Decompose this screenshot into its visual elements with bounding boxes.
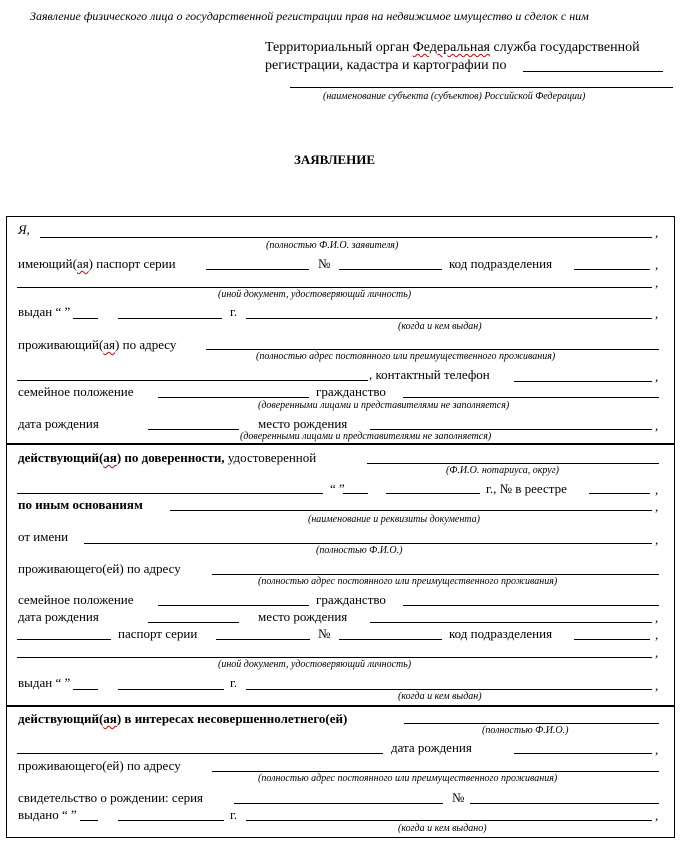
comma: , xyxy=(655,532,659,547)
passport-label xyxy=(18,256,176,271)
addressee-line-1 xyxy=(265,40,640,55)
issued-label: выдан “ ” xyxy=(18,675,71,690)
comma: , xyxy=(655,369,659,384)
principal-address-field[interactable] xyxy=(212,574,659,575)
not-fill-caption: (доверенными лицами и представителями не заполняется) xyxy=(258,400,510,411)
comma: , xyxy=(655,418,659,433)
marital-status-field[interactable] xyxy=(158,397,309,398)
other-grounds-field[interactable] xyxy=(170,510,652,511)
issued-label: выдано “ ” xyxy=(18,807,77,822)
label-text: действующий( xyxy=(18,450,104,465)
comma: , xyxy=(655,627,659,642)
year-label: г. xyxy=(230,675,238,690)
registry-label: г., № в реестре xyxy=(486,481,567,496)
other-document-caption: (иной документ, удостоверяющий личность) xyxy=(218,659,412,670)
issued-label: выдан “ ” xyxy=(18,304,71,319)
comma: , xyxy=(655,808,659,823)
label-text: проживающий( xyxy=(18,337,104,352)
address-caption: (полностью адрес постоянного или преимущественного проживания) xyxy=(256,351,556,362)
address-caption: (полностью адрес постоянного или преимущественного проживания) xyxy=(258,773,558,784)
comma: , xyxy=(655,306,659,321)
on-behalf-label: от имени xyxy=(18,529,69,544)
proxy-day-field[interactable] xyxy=(343,493,368,494)
principal-issued-month-field[interactable] xyxy=(118,689,224,690)
addressee-text: Территориальный орган xyxy=(265,40,413,55)
number-label: № xyxy=(318,256,331,271)
principal-fio-field[interactable] xyxy=(84,543,652,544)
principal-birth-date-field[interactable] xyxy=(148,622,239,623)
comma: , xyxy=(655,610,659,625)
label-text: ) по адресу xyxy=(115,337,177,352)
marital-label: семейное положение xyxy=(18,592,134,607)
form-header-title: Заявление физического лица о государственной регистрации прав на недвижимое имущество и сделок с ним xyxy=(30,9,589,23)
citizenship-label: гражданство xyxy=(316,592,386,607)
principal-passport-series-field[interactable] xyxy=(216,639,310,640)
region-field[interactable] xyxy=(523,71,663,72)
minor-fio-caption: (полностью Ф.И.О.) xyxy=(482,725,569,736)
comma: , xyxy=(655,678,659,693)
marital-label: семейное положение xyxy=(18,384,134,399)
comma: , xyxy=(655,275,659,290)
other-document-field[interactable] xyxy=(17,287,652,288)
year-label: г. xyxy=(230,304,238,319)
address-continued-field[interactable] xyxy=(17,380,368,381)
minor-birth-date-field[interactable] xyxy=(514,753,652,754)
addressee-line-2: регистрации, кадастра и картографии по xyxy=(265,58,507,73)
division-code-label: код подразделения xyxy=(449,626,553,641)
label-text: ая xyxy=(103,711,117,726)
subject-field[interactable] xyxy=(290,87,673,88)
division-code-field[interactable] xyxy=(574,269,650,270)
document-caption: (наименование и реквизиты документа) xyxy=(308,514,480,525)
comma: , xyxy=(655,482,659,497)
principal-marital-field[interactable] xyxy=(158,605,309,606)
birth-place-label: место рождения xyxy=(258,416,348,431)
cert-issued-month-field[interactable] xyxy=(118,820,224,821)
issued-day-field[interactable] xyxy=(73,318,98,319)
birth-certificate-label: свидетельство о рождении: серия xyxy=(18,790,204,805)
addressee-text: служба государственной xyxy=(489,40,640,55)
comma: , xyxy=(655,742,659,757)
comma: , xyxy=(655,645,659,660)
birth-place-field[interactable] xyxy=(370,429,652,430)
section-divider xyxy=(6,443,675,445)
passport-label: паспорт серии xyxy=(118,626,198,641)
passport-series-field[interactable] xyxy=(206,269,309,270)
minor-fio-continued-field[interactable] xyxy=(17,753,383,754)
issued-caption: (когда и кем выдан) xyxy=(398,691,482,702)
issued-caption: (когда и кем выдан) xyxy=(398,321,482,332)
year-label: г. xyxy=(230,807,238,822)
notary-field[interactable] xyxy=(367,463,659,464)
registry-number-field[interactable] xyxy=(589,493,650,494)
applicant-fio-caption: (полностью Ф.И.О. заявителя) xyxy=(266,240,399,251)
certificate-series-field[interactable] xyxy=(234,803,443,804)
principal-division-code-field[interactable] xyxy=(574,639,650,640)
label-text: имеющий( xyxy=(18,256,77,271)
birth-date-label: дата рождения xyxy=(18,416,99,431)
principal-birth-place-field[interactable] xyxy=(370,622,652,623)
cert-issued-day-field[interactable] xyxy=(80,820,98,821)
certificate-number-field[interactable] xyxy=(470,803,659,804)
issued-month-field[interactable] xyxy=(118,318,222,319)
subject-caption: (наименование субъекта (субъектов) Российской Федерации) xyxy=(323,91,586,102)
comma: , xyxy=(655,499,659,514)
proxy-month-field[interactable] xyxy=(386,493,480,494)
principal-address-label: проживающего(ей) по адресу xyxy=(18,561,181,576)
label-text: действующий( xyxy=(18,711,104,726)
principal-other-doc-field[interactable] xyxy=(17,657,652,658)
section-divider xyxy=(6,705,675,707)
number-label: № xyxy=(452,790,465,805)
phone-field[interactable] xyxy=(514,381,652,382)
comma: , xyxy=(655,225,659,240)
label-text: ) в интересах несовершеннолетнего(ей) xyxy=(116,711,348,726)
minor-address-label: проживающего(ей) по адресу xyxy=(18,758,181,773)
proxy-label xyxy=(18,450,316,465)
minor-address-field[interactable] xyxy=(212,771,659,772)
birth-place-label: место рождения xyxy=(258,609,348,624)
minor-representative-label xyxy=(18,711,347,726)
date-quotes: “ ” xyxy=(330,481,345,496)
cert-issued-by-field[interactable] xyxy=(246,820,652,821)
addressee-text: Федеральная xyxy=(412,40,490,55)
passport-number-field[interactable] xyxy=(339,269,442,270)
principal-issued-day-field[interactable] xyxy=(73,689,98,690)
address-caption: (полностью адрес постоянного или преимущественного проживания) xyxy=(258,576,558,587)
label-text: ) по доверенности, xyxy=(116,450,225,465)
notary-caption: (Ф.И.О. нотариуса, округ) xyxy=(446,465,559,476)
citizenship-label: гражданство xyxy=(316,384,386,399)
form-frame xyxy=(6,216,675,838)
number-label: № xyxy=(318,626,331,641)
document-title: ЗАЯВЛЕНИЕ xyxy=(294,152,376,167)
label-text: удостоверенной xyxy=(224,450,317,465)
division-code-label: код подразделения xyxy=(449,256,553,271)
ya-label: Я, xyxy=(18,222,30,237)
principal-citizenship-field[interactable] xyxy=(403,605,659,606)
principal-fio-caption: (полностью Ф.И.О.) xyxy=(316,545,403,556)
citizenship-field[interactable] xyxy=(403,397,659,398)
birth-date-label: дата рождения xyxy=(18,609,99,624)
other-grounds-label: по иным основаниям xyxy=(18,497,143,512)
principal-doc-field[interactable] xyxy=(17,639,111,640)
label-text: ая xyxy=(76,256,89,271)
other-document-caption: (иной документ, удостоверяющий личность) xyxy=(218,289,412,300)
principal-issued-by-field[interactable] xyxy=(246,689,652,690)
minor-fio-field[interactable] xyxy=(404,723,659,724)
label-text: ) паспорт серии xyxy=(88,256,176,271)
notary-continued-field[interactable] xyxy=(17,493,323,494)
comma: , xyxy=(655,257,659,272)
birth-date-label: дата рождения xyxy=(391,740,472,755)
applicant-fio-field[interactable] xyxy=(40,237,652,238)
birth-date-field[interactable] xyxy=(148,429,239,430)
issued-caption: (когда и кем выдано) xyxy=(398,823,487,834)
address-field[interactable] xyxy=(206,349,659,350)
not-fill-caption: (доверенными лицами и представителями не заполняется) xyxy=(240,431,492,442)
issued-by-field[interactable] xyxy=(246,318,652,319)
residing-label xyxy=(18,337,176,352)
phone-label: , контактный телефон xyxy=(369,367,490,382)
principal-passport-number-field[interactable] xyxy=(339,639,442,640)
label-text: ая xyxy=(103,450,117,465)
label-text: ая xyxy=(103,337,116,352)
